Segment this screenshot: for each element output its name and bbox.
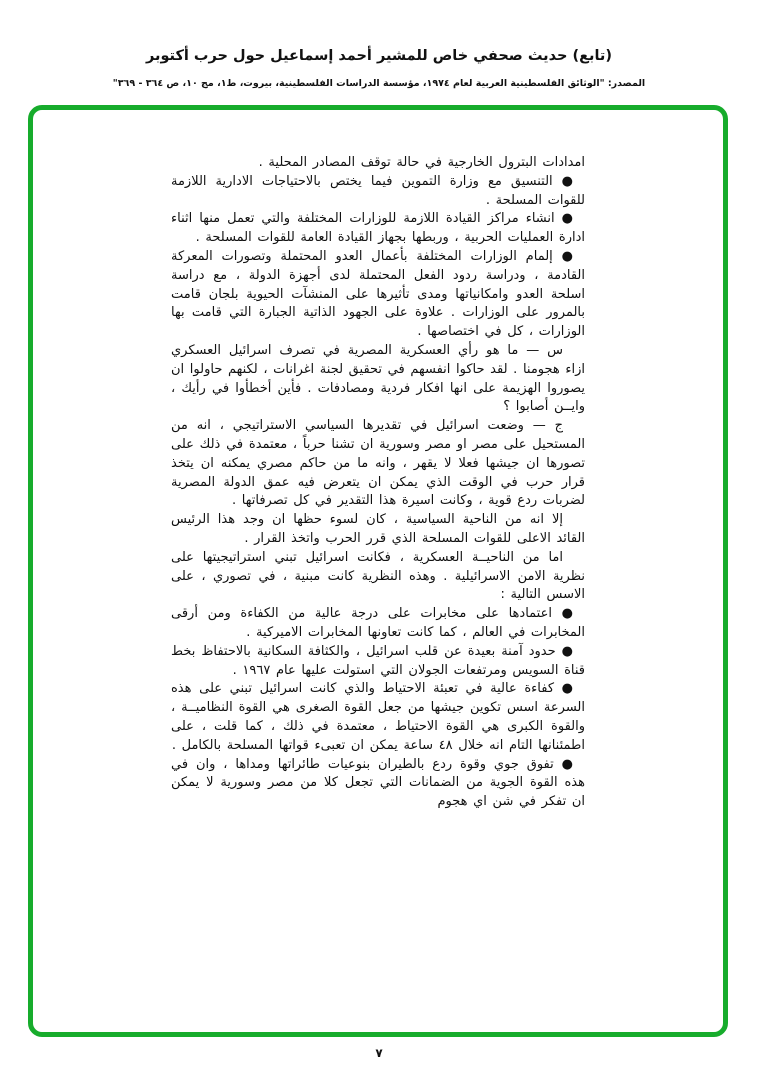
page-title: (تابع) حديث صحفي خاص للمشير أحمد إسماعيل حول حرب أكتوبر <box>145 48 612 64</box>
paragraph-plain: إلا انه من الناحية السياسية ، كان لسوء حظها ان وجد هذا الرئيس القائد الاعلى للقوات المسلحة الذي قرر الحرب واتخذ القرار . <box>171 512 585 546</box>
source-line: المصدر: "الوثائق الفلسطينية العربية لعام ١٩٧٤، مؤسسة الدراسات الفلسطينية، بيروت، ط١، مج ١٠، ص ٣٦٤ - ٣٦٩" <box>112 78 646 89</box>
paragraph-bullet: ● حدود آمنة بعيدة عن قلب اسرائيل ، والكثافة السكانية بالاحتفاظ بخط قناة السويس ومرتفعات الجولان التي استولت عليها عام ١٩٦٧ . <box>171 643 585 678</box>
paragraph-bullet: ● إلمام الوزارات المختلفة بأعمال العدو المحتملة وتصورات المعركة القادمة ، ودراسة ردود الفعل المحتملة لدى أجهزة الدولة ، مع دراسة اسلحة العدو وامكانياتها ومدى تأثيرها على المنشآت الحيوية بلجان قامت بالمرور على الوزارات . علاوة على الجهود الذاتية الجبارة التي قامت بها الوزارات ، كل في اختصاصها . <box>171 248 585 340</box>
paragraph-bullet: ● كفاءة عالية في تعبئة الاحتياط والذي كانت اسرائيل تبني على هذه السرعة اسس تكوين جيشها من جعل القوة الصغرى هي القوة النظاميــة ، والقوة الكبرى هي القوة الاحتياط ، معتمدة في ذلك ، كما قلت ، على اطمئنانها التام انه خلال ٤٨ ساعة يمكن ان تعبىء قواتها المسلحة بالكامل . <box>171 681 585 753</box>
body-text <box>171 154 585 812</box>
content-border-box <box>28 105 728 1037</box>
paragraph-bullet: ● اعتمادها على مخابرات على درجة عالية من الكفاءة ومن أرقى المخابرات في العالم ، كما كانت تعاونها المخابرات الاميركية . <box>171 606 585 640</box>
paragraph-bullet: ● التنسيق مع وزارة التموين فيما يختص بالاحتياجات الادارية اللازمة للقوات المسلحة . <box>171 173 585 208</box>
paragraph-answer: ج — وضعت اسرائيل في تقديرها السياسي الاستراتيجي ، انه من المستحيل على مصر او مصر وسورية ان تشنا حرباً ، معتمدة في ذلك على تصورها ان جيشها فعلا لا يقهر ، وانه ما من حاكم مصري يمكنه ان يتخذ قرار حرب في الوقت الذي يمكن ان يتعرض فيه عمق الدولة المصرية لضربات ردع قوية ، وكانت اسيرة هذا التقدير في كل تصرفاتها . <box>171 418 585 509</box>
paragraph-plain: اما من الناحيــة العسكرية ، فكانت اسرائيل تبني استراتيجيتها على نظرية الامن الاسرائيلية . وهذه النظرية كانت مبنية ، في تصوري ، على الاسس التالية : <box>171 549 585 603</box>
paragraph-question: س — ما هو رأي العسكرية المصرية في تصرف اسرائيل العسكري ازاء هجومنا . لقد حاكوا انفسهم في تحقيق لجنة اغرانات ، لكنهم حاولوا ان يصوروا الهزيمة على انها افكار فردية ومصادفات . فأين أخطأوا في رأيك ، وايــن أصابوا ؟ <box>171 342 585 415</box>
paragraph-continuation: امدادات البترول الخارجية في حالة توقف المصادر المحلية . <box>258 155 585 170</box>
paragraph-bullet: ● تفوق جوي وقوة ردع بالطيران بنوعيات طائراتها ومداها ، وان في هذه القوة الجوية من الضمانات التي تجعل كلا من مصر وسورية لا يمكن ان تفكر في شن اي هجوم <box>171 756 585 810</box>
page-number: ٧ <box>375 1046 383 1060</box>
paragraph-bullet: ● انشاء مراكز القيادة اللازمة للوزارات المختلفة والتي تعمل منها اثناء ادارة العمليات الحربية ، وربطها بجهاز القيادة العامة للقوات المسلحة . <box>171 211 585 246</box>
